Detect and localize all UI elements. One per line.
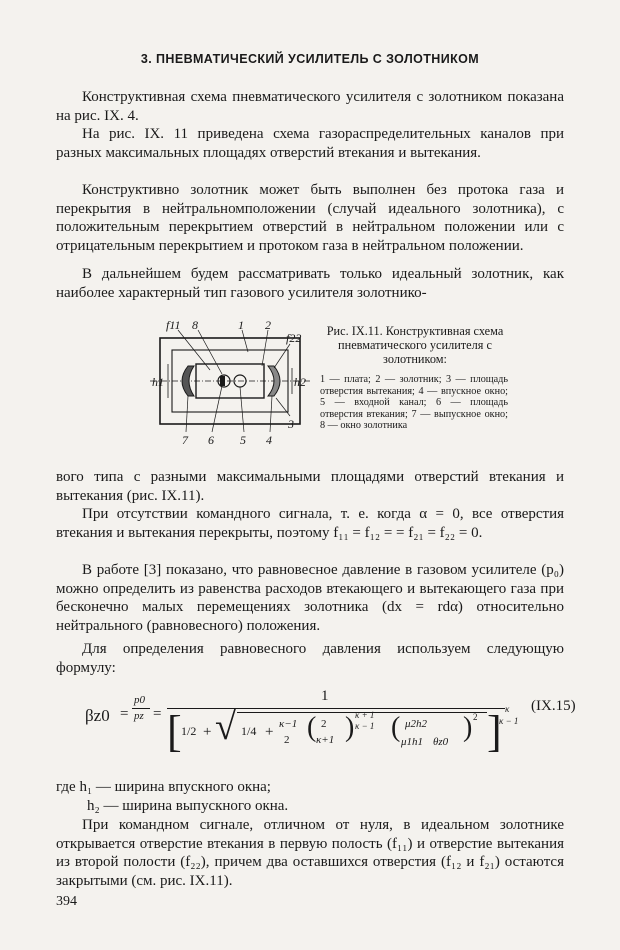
formula-quarter: 1/4 <box>241 724 257 738</box>
label-4: 4 <box>266 433 272 447</box>
figure-caption: Рис. IX.11. Конструктивная схема пневматического усилителя с золотником: <box>326 324 504 366</box>
label-2: 2 <box>265 320 271 332</box>
formula-mu-den: μ1h1 <box>401 736 424 748</box>
page-number: 394 <box>56 894 77 909</box>
label-6: 6 <box>208 433 214 447</box>
label-5: 5 <box>240 433 246 447</box>
label-f11: f11 <box>166 320 181 332</box>
formula-exp-num: κ + 1 <box>355 710 375 720</box>
paragraph-9: При командном сигнале, отличном от нуля, в идеальном золотнике открывается отверстие втекания в первую полость (f₁₁) и отверстие вытекания из второй полости (f₂₂), причем два оставшихся отверстия (f₁₂ и f₂₁) остаются закрытыми (см. рис. IX.11). <box>56 817 564 889</box>
formula-half: 1/2 <box>181 724 197 738</box>
outlet-window-left <box>182 366 194 396</box>
label-3: 3 <box>288 417 294 431</box>
spool-amplifier-diagram <box>150 320 310 450</box>
label-f22: f22 <box>286 331 302 345</box>
leader-8 <box>198 330 222 374</box>
paragraph-6: При отсутствии командного сигнала, т. е. когда α = 0, все отверстия втекания и вытекания перекрыты, поэтому f₁₁ = f₁₂ = = f₂₁ = f₂₂ = 0. <box>56 506 564 541</box>
formula-pz: pz <box>134 710 144 722</box>
paragraph-3: Конструктивно золотник может быть выполнен без протока газа и перекрытия в нейтральномположении (случай идеального золотника), с положительным перекрытием отверстий в нейтральном положении или с отрицательным перекрытием и протоком газа в нейтральном положении. <box>56 182 564 254</box>
label-1: 1 <box>238 320 244 332</box>
leader-1 <box>242 330 248 352</box>
formula-ix15: βz0 = p0 pz = 1 [ 1/2 + √ 1/4 + κ−1 2 ( 2 κ+1 ) κ + 1 κ − 1 ( μ2h2 μ1h1 θz0 ) 2 ] κ κ − 1 (IX.15) <box>85 688 576 756</box>
formula-number: (IX.15) <box>531 698 576 714</box>
formula-outer-den: κ − 1 <box>499 716 519 726</box>
leader-2 <box>262 330 268 366</box>
formula-p0: p0 <box>134 694 145 706</box>
paragraph-5: вого типа с разными максимальными площадями отверстий втекания и вытекания (рис. IX.11). <box>56 469 564 504</box>
label-h2: h2 <box>294 375 306 389</box>
formula-exp-den: κ − 1 <box>355 721 375 731</box>
paragraph-4: В дальнейшем будем рассматривать только идеальный золотник, как наиболее характерный тип газового усилителя золотнико- <box>56 266 564 301</box>
formula-kp1: κ+1 <box>316 734 335 746</box>
formula-sq: 2 <box>473 712 478 722</box>
label-7: 7 <box>182 433 188 447</box>
figure-legend: 1 — плата; 2 — золотник; 3 — площадь отверстия вытекания; 4 — впускное окно; 5 — входной канал; 6 — площадь отверстия втекания; 7 — выпускное окно; 8 — окно золотника <box>320 374 508 432</box>
formula-theta: θz0 <box>433 736 449 748</box>
formula-two-a: 2 <box>284 734 290 746</box>
leader-4 <box>270 396 272 432</box>
paragraph-2: На рис. IX. 11 приведена схема газораспределительных каналов при разных максимальных площадях отверстий втекания и вытекания. <box>56 126 564 161</box>
leader-6 <box>212 386 222 432</box>
definition-h1: где h₁ — ширина впускного окна; <box>56 779 271 795</box>
formula-two-b: 2 <box>321 718 327 730</box>
formula-one: 1 <box>321 688 329 704</box>
section-heading: 3. ПНЕВМАТИЧЕСКИЙ УСИЛИТЕЛЬ С ЗОЛОТНИКОМ <box>140 52 480 66</box>
leader-7 <box>186 396 188 432</box>
label-8: 8 <box>192 320 198 332</box>
definition-h2: h₂ — ширина выпускного окна. <box>87 798 289 814</box>
paragraph-1: Конструктивная схема пневматического усилителя с золотником показана на рис. IX. 4. <box>56 89 564 124</box>
formula-mu-num: μ2h2 <box>405 718 428 730</box>
inflow-area <box>220 376 225 386</box>
formula-lhs: βz0 <box>85 706 110 725</box>
paragraph-8: Для определения равновесного давления используем следующую формулу: <box>56 641 564 676</box>
paragraph-7: В работе [3] показано, что равновесное давление в газовом усилителе (p₀) можно определить из равенства расходов втекающего и вытекающего газа при бесконечно малых перемещениях золотника (dx = rdα) относительно нейтрального (равновесного) положения. <box>56 562 564 634</box>
label-h1: h1 <box>152 375 164 389</box>
formula-outer-num: κ <box>505 704 510 714</box>
leader-5 <box>240 387 244 432</box>
inlet-window-right <box>268 366 280 396</box>
formula-km1: κ−1 <box>279 718 298 730</box>
